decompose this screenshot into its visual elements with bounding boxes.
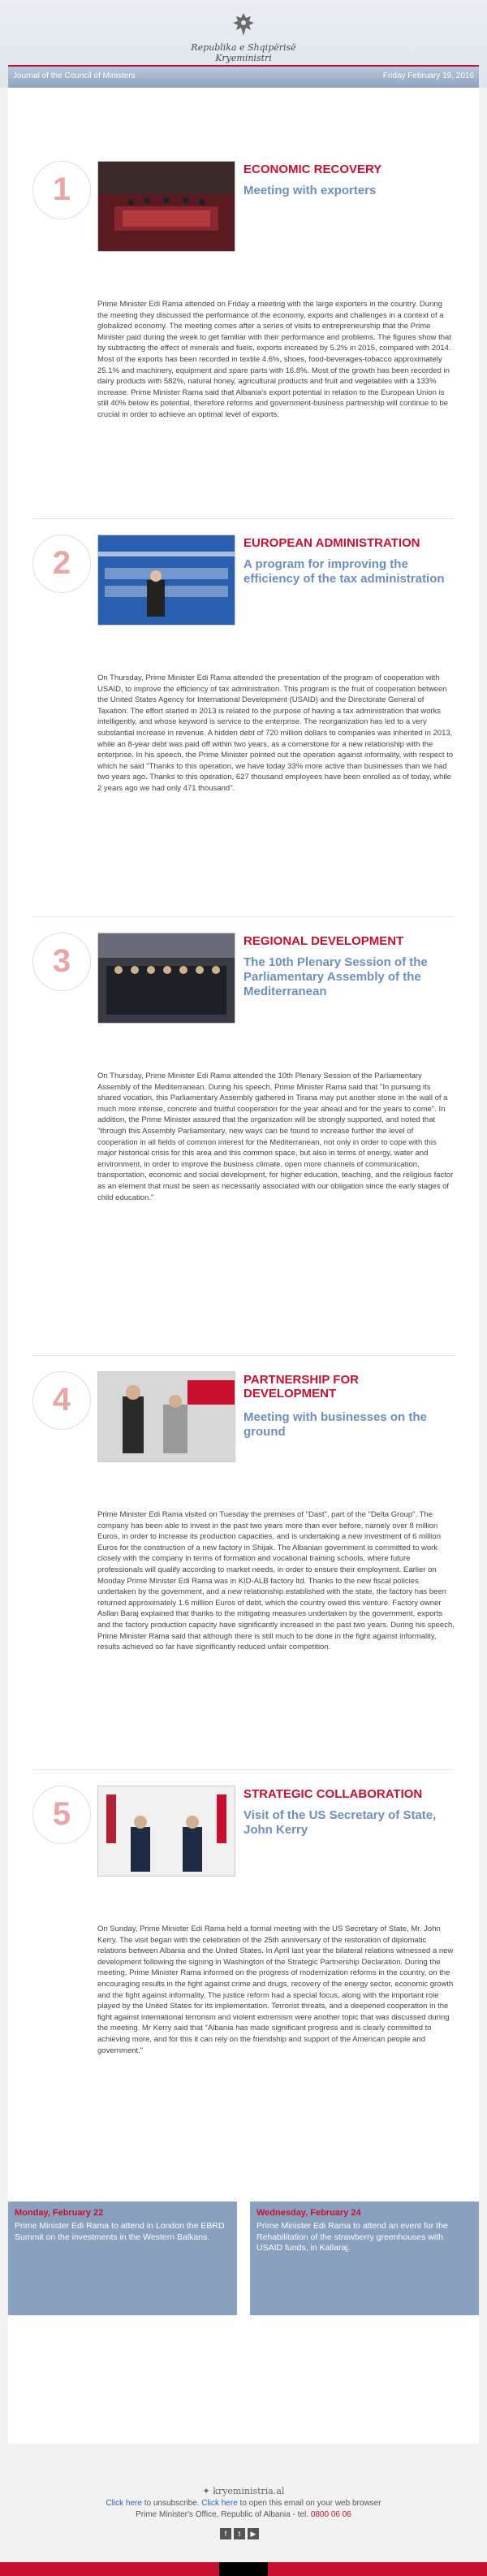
agenda-box-monday (8, 2202, 237, 2315)
section-headline[interactable]: Meeting with businesses on the ground (244, 1410, 427, 1439)
kerry-visit-photo[interactable] (97, 1786, 235, 1877)
factory-visit-photo[interactable] (97, 1371, 235, 1462)
usaid-stage-image (98, 535, 235, 625)
unsubscribe-link[interactable]: Click here (106, 2499, 142, 2508)
section-divider (32, 518, 455, 519)
agenda-day: Wednesday, February 24 (256, 2208, 361, 2218)
section-divider (32, 1769, 455, 1770)
youtube-icon[interactable]: ▶ (248, 2528, 259, 2539)
section-body: Prime Minister Edi Rama visited on Tuesday the premises of "Dast", part of the "Delta Group". The company has been able to invest in the past two years more than ever before, namely over 8 million Euros, in order to increase its production capacities, and is undertaking a new investment of 6 million Euros for the construction of a new factory in Shijak. The Albanian government is committed to work closely with the company in terms of formation and vocational training schools, where future professionals will qualify according to market needs, in order to ensure their employment. Earlier on Monday Prime Minister Edi Rama was in KID-ALB factory ltd. Thanks to the new fiscal policies undertaken by the government, and a new relationship established with the state, the factory has been returned approximately 1.6 million Euros of debt, which the country owed this venture. Factory owner Asllan Baraj explained that thanks to the mitigating measures undertaken by the government, exports and the factory production capacity have significantly increased in the past two years. During his speech, Prime Minister Rama said that although there is still much to be done in the fight against informality, results achieved so far have significantly reduced unfair competition. (97, 1510, 455, 1652)
section-body: On Thursday, Prime Minister Edi Rama attended the presentation of the program of cooperation with USAID, to improve the efficiency of tax administration. This program is the fruit of cooperation between the United States Agency for International Development (USAID) and the Directorate General of Taxation. The effort started in 2013 is related to the purpose of having a tax administration that works intelligently, and whose keyword is service to the enterprise. The reorganization has led to a very substantial increase in revenue. A hidden debt of 720 million dollars to companies was inherited in 2013, while an 8-year debt was paid off within two years, as a cornerstone for a new relationship with the enterprise. In his speech, the Prime Minister pointed out the operation against informality, with respect to which he said "Thanks to this operation, we have today 33% more active than businesses than we had two years ago. Thanks to this operation, 627 thousand employees have been enrolled as of today, while 2 years ago we had only 471 thousand". (97, 673, 454, 793)
flag-black-band (219, 2562, 268, 2576)
agenda-text: Prime Minister Edi Rama to attend in London the EBRD Summit on the investments in the Western Balkans. (15, 2221, 225, 2242)
section-headline[interactable]: The 10th Plenary Session of the Parliamentary Assembly of the Mediterranean (244, 955, 428, 998)
office-text: Prime Minister's Office, Republic of Albania - tel. (136, 2510, 311, 2519)
office-phone[interactable]: 0800 06 06 (310, 2510, 351, 2519)
section-body: Prime Minister Edi Rama attended on Friday a meeting with the large exporters in the country. During the meeting they discussed the performance of the economy, exports and challenges in a context of a globalized economy. The meeting comes after a series of visits to entrepreneurship that the Prime Minister paid during the week to get familiar with their performance and problems. The figures show that by subtracting the effect of minerals and fuels, exports increased by 5.2% in 2015, compared with 2014. Most of the exports has been recorded in textile 4.6%, shoes, food-beverages-tobacco approximately 25.1% and machinery, equipment and spare parts with 16.8%. Most of the growth has been recorded in dairy products with 582%, natural honey, agricultural products and fruit and vegetables with a 133% increase. Prime Minister Rama said that Albania's export potential in relation to the European Union is still 40% below its potential, therefore reforms and government-business partnership will continue to be crucial in order to achieve an optimal level of exports. (97, 300, 451, 419)
eagle-icon: ✦ (202, 2486, 213, 2496)
section-category: ECONOMIC RECOVERY (244, 162, 382, 176)
section-number: 1 (32, 161, 91, 219)
gov-name-line-2: Kryeministri (215, 53, 272, 63)
section-number: 4 (32, 1371, 91, 1430)
facebook-icon[interactable]: f (220, 2528, 231, 2539)
section-category: EUROPEAN ADMINISTRATION (244, 536, 420, 550)
section-number: 3 (32, 933, 91, 991)
flag-strip (0, 2562, 487, 2576)
section-number: 5 (32, 1786, 91, 1844)
agenda-day: Monday, February 22 (15, 2208, 104, 2218)
section-body: On Thursday, Prime Minister Edi Rama attended the 10th Plenary Session of the Parliamentary Assembly of the Mediterranean. During his speech, Prime Minister Rama said that "In pursuing its shared vocation, this Parliamentary Assembly gathered in Tirana may put another stone in the wall of a much more intense, concrete and fruitful cooperation for the year ahead and for the years to come". In addition, the Prime Minister assured that the organization will be strongly supported, and noted that "through this Assembly Parliamentary, new ways can be found to increase further the level of cooperation in all fields of common interest for the Mediterranean, not only in order to cope with this major historical crisis for this area and this common space, but also in terms of energy, water and environment, in order to improve the business climate, open more channels of communication, transportation, economic and social development, for higher education, teaching, and the religious factor as an element that must be seen as necessarily associated with our obligation since the early stages of child education." (97, 1072, 454, 1202)
factory-visit-image (98, 1372, 235, 1461)
issue-date: Friday February 19, 2016 (382, 71, 474, 80)
section-headline[interactable]: Meeting with exporters (244, 184, 377, 197)
section-divider (32, 1355, 455, 1356)
section-headline[interactable]: A program for improving the efficiency of the tax administration (244, 557, 445, 586)
footer-links (0, 2499, 487, 2519)
section-number: 2 (32, 535, 91, 593)
meeting-room-image (98, 162, 235, 251)
government-name (0, 42, 487, 63)
header-bar (8, 67, 479, 88)
gov-name-line-1: Republika e Shqipërisë (191, 42, 296, 53)
section-headline[interactable]: Visit of the US Secretary of State, John Kerry (244, 1808, 437, 1837)
agenda-box-wednesday (250, 2202, 479, 2315)
header (0, 0, 487, 88)
section-category: STRATEGIC COLLABORATION (244, 1787, 423, 1801)
usaid-event-photo[interactable] (97, 535, 235, 626)
albania-eagle-emblem-icon (231, 11, 256, 41)
footer-site-logo[interactable] (0, 2486, 487, 2496)
group-photo-image (98, 933, 235, 1023)
browser-link[interactable]: Click here (201, 2499, 238, 2508)
section-divider (32, 916, 455, 917)
section-body: On Sunday, Prime Minister Edi Rama held a formal meeting with the US Secretary of State, Mr. John Kerry. The visit began with the celebration of the 25th anniversary of the restoration of diplomatic relations between Albania and the United States. In April last year the bilateral relations witnessed a new development following the signing in Washington of the Strategic Partnership Declaration. During the meeting, Prime Minister Rama informed on the progress of modernization reforms in the country, on the encouraging results in the fight against crime and drugs, recovery of the energy sector, economic growth and the fight against informality. The justice reform had a special focus, along with the important role played by the United States for its implementation. Terrorist threats, and a deepened cooperation in the fight against international terrorism and violent extremism were another topic that was discussed during the meeting. Mr Kerry said that "Albania has made significant progress and is clearly committed to achieving more, and for this it can rely on the friendship and support of the American people and government." (97, 1924, 454, 2055)
site-name: kryeministria.al (213, 2486, 285, 2496)
section-category: PARTNERSHIP FOR DEVELOPMENT (244, 1373, 359, 1401)
agenda-text: Prime Minister Edi Rama to attend an event for the Rehabilitation of the strawberry greenhouses with USAID funds, in Kallaraj. (256, 2221, 448, 2253)
twitter-icon[interactable]: t (234, 2528, 245, 2539)
browser-text: to open this email on your web browser (237, 2499, 381, 2508)
newsletter-content (8, 88, 479, 2444)
press-conference-image (98, 1786, 235, 1876)
section-category: REGIONAL DEVELOPMENT (244, 934, 404, 948)
meeting-photo[interactable] (97, 161, 235, 252)
unsubscribe-text: to unsubscribe. (141, 2499, 202, 2508)
journal-title: Journal of the Council of Ministers (13, 71, 136, 80)
assembly-photo[interactable] (97, 933, 235, 1024)
